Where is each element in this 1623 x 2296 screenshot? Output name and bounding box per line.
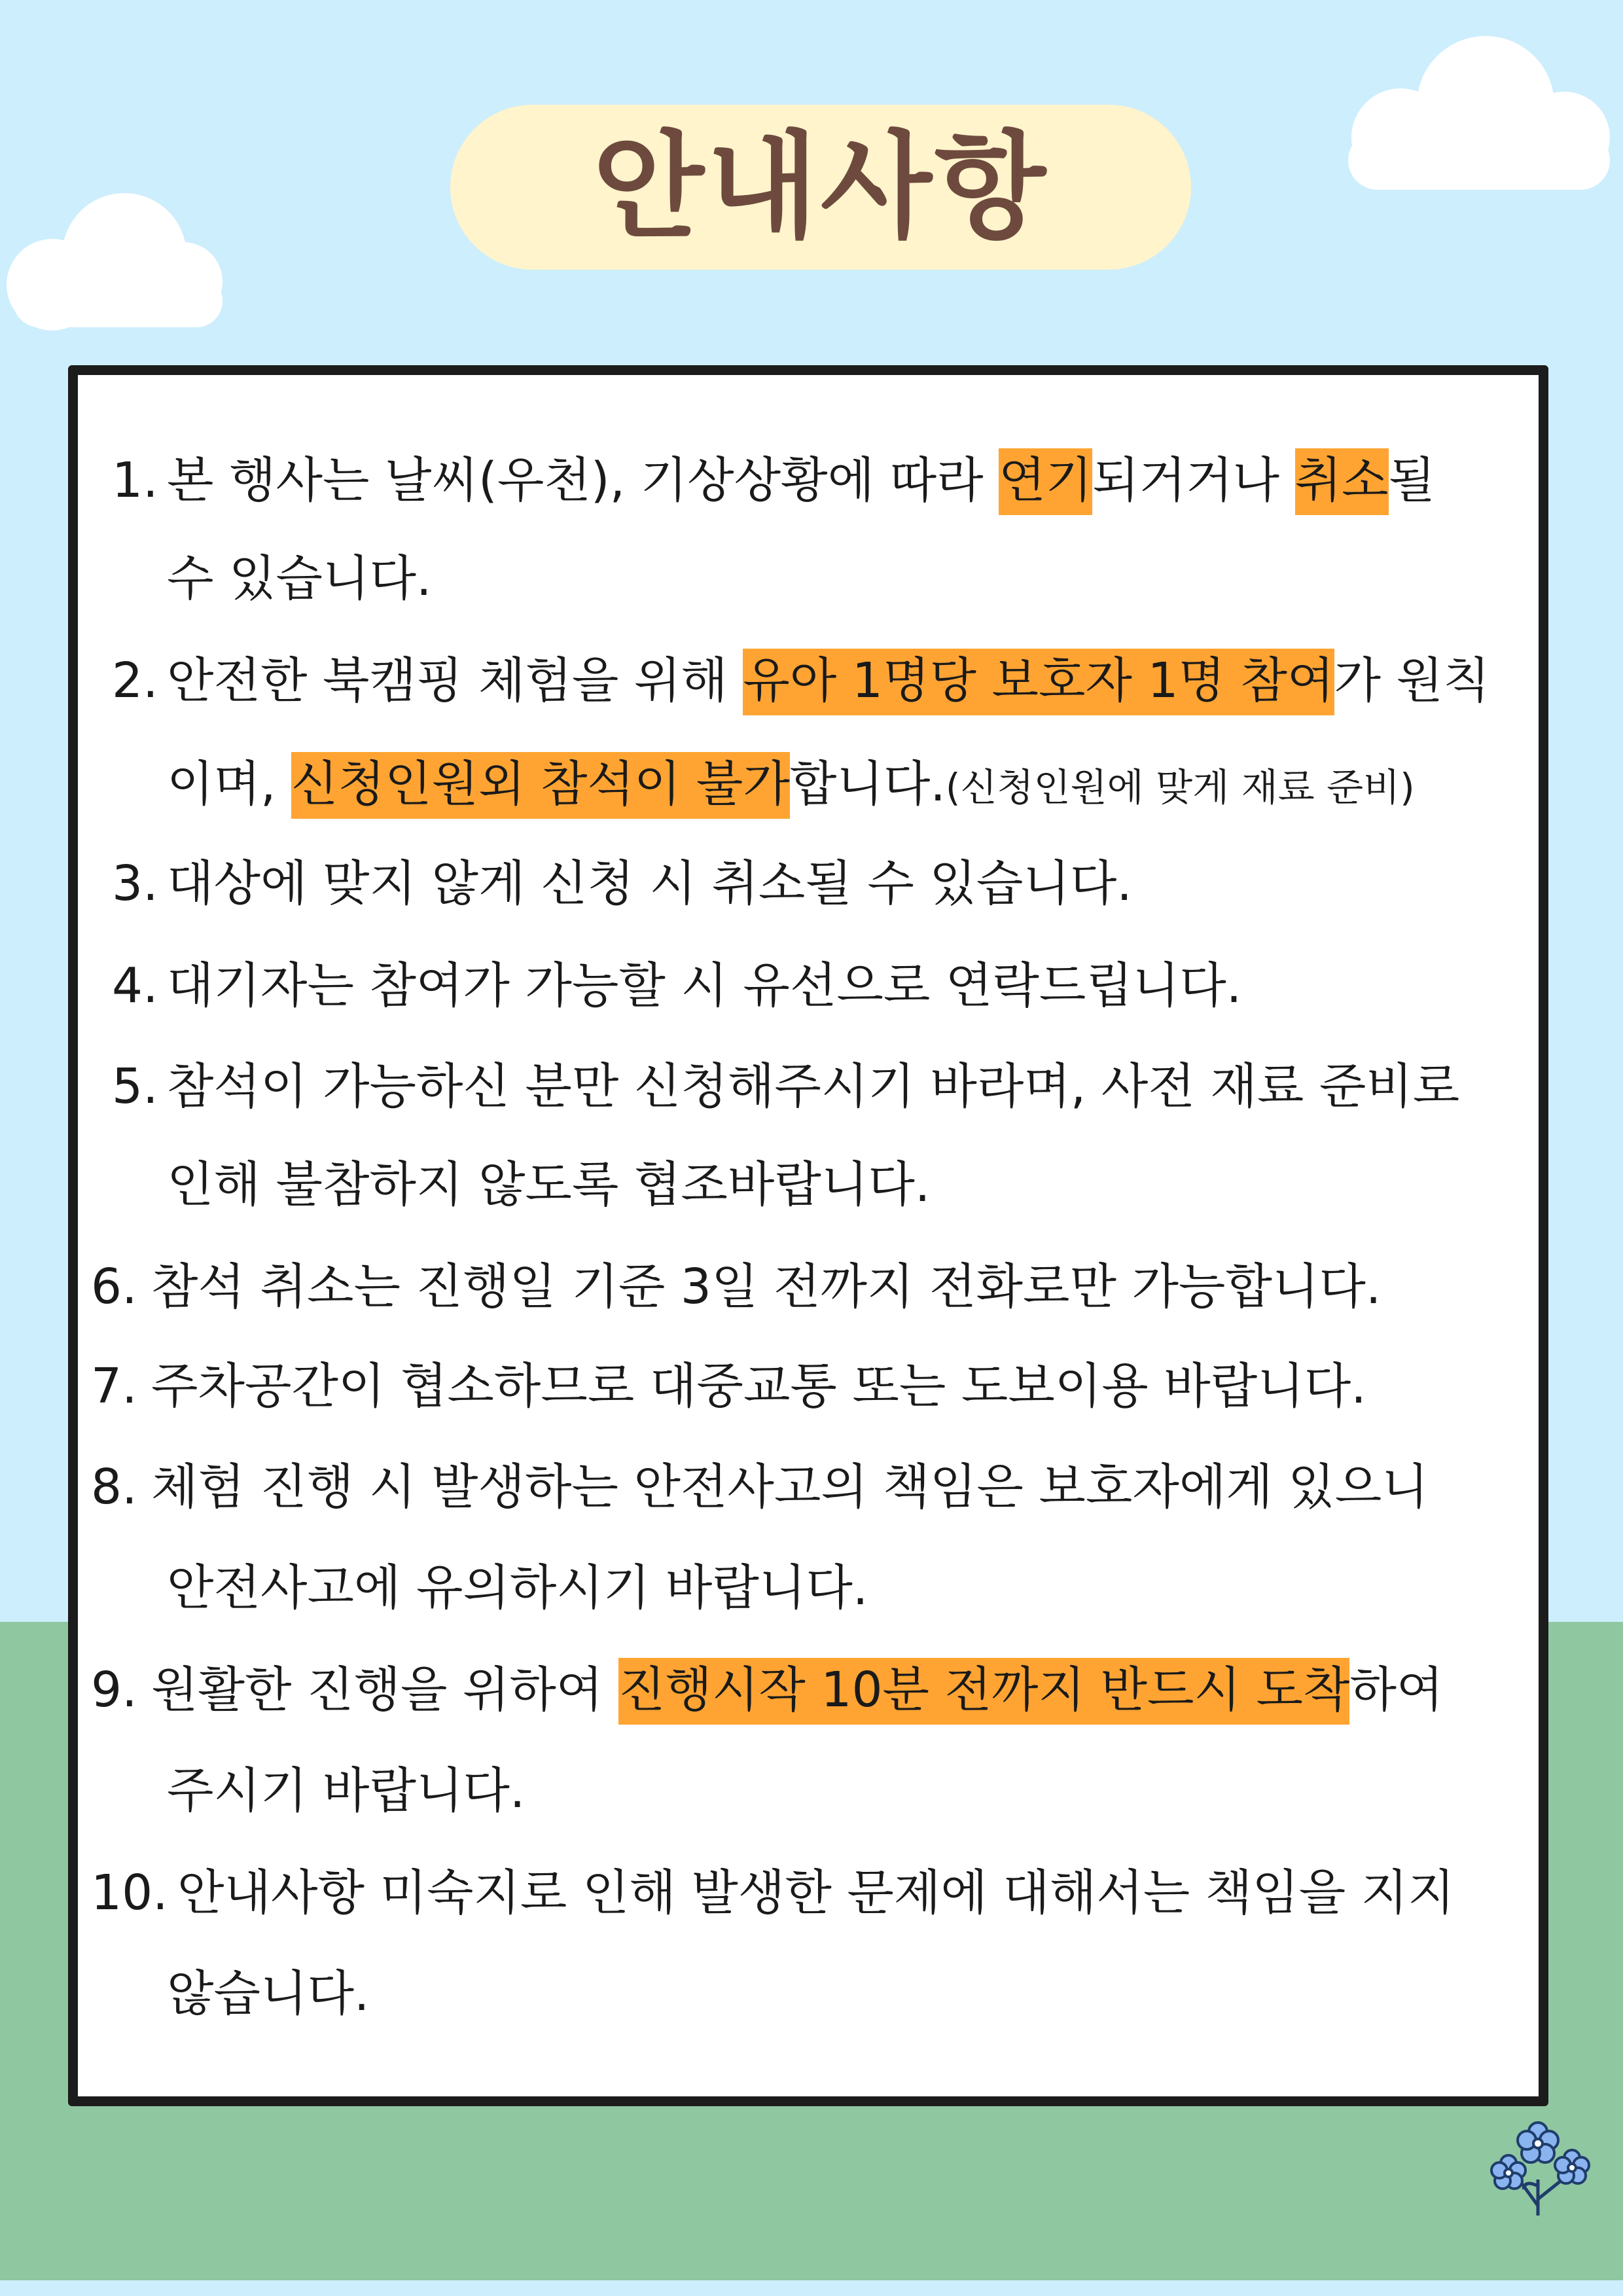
notice-card	[68, 365, 1548, 2106]
flower-icon	[1479, 2108, 1597, 2219]
item-text: 원활한 진행을 위하여	[151, 1662, 618, 1718]
item-line-2: 주시기 바랍니다.	[167, 1763, 526, 1819]
item-line-1: 참석이 가능하신 분만 신청해주시기 바라며, 사전 재료 준비로	[167, 1058, 1460, 1115]
item-line-2: 수 있습니다.	[167, 550, 432, 607]
item-line-1: 체험 진행 시 발생하는 안전사고의 책임은 보호자에게 있으니	[151, 1459, 1429, 1515]
item-text: 가 원칙	[1334, 653, 1490, 709]
item-number: 4.	[112, 958, 158, 1014]
highlight-text: 취소	[1295, 448, 1389, 515]
item-line-2	[167, 756, 1415, 812]
item-text: 참석 취소는 진행일 기준 3일 전까지 전화로만 가능합니다.	[151, 1259, 1382, 1315]
item-line-1	[167, 653, 1490, 709]
item-line-2: 인해 불참하지 않도록 협조바랍니다.	[167, 1157, 931, 1213]
item-line-1	[167, 452, 1436, 509]
item-text: 하여	[1349, 1662, 1444, 1718]
item-line-2: 않습니다.	[167, 1965, 370, 2022]
cloud-left-icon	[0, 177, 249, 334]
item-number: 6.	[91, 1259, 137, 1315]
title-pill	[450, 105, 1191, 270]
item-text: 합니다.	[789, 756, 946, 812]
highlight-text: 신청인원외 참석이 불가	[291, 752, 790, 819]
highlight-text: 유아 1명당 보호자 1명 참여	[743, 649, 1334, 715]
item-text: 대기자는 참여가 가능할 시 유선으로 연락드립니다.	[167, 958, 1242, 1014]
item-number: 7.	[91, 1358, 137, 1414]
item-text: 될	[1388, 452, 1436, 509]
item-note: (신청인원에 맞게 재료 준비)	[945, 765, 1415, 810]
item-number: 1.	[112, 452, 158, 509]
highlight-text: 연기	[999, 448, 1092, 515]
item-text: 주차공간이 협소하므로 대중교통 또는 도보이용 바랍니다.	[151, 1358, 1366, 1414]
item-number: 10.	[91, 1865, 168, 1921]
item-text: 안전한 북캠핑 체험을 위해	[167, 653, 743, 709]
item-line-1: 안내사항 미숙지로 인해 발생한 문제에 대해서는 책임을 지지	[177, 1865, 1455, 1921]
item-number: 8.	[91, 1459, 137, 1515]
bottom-strip	[0, 2280, 1623, 2296]
highlight-text: 진행시작 10분 전까지 반드시 도착	[618, 1658, 1350, 1725]
cloud-right-icon	[1309, 26, 1623, 196]
item-line-2: 안전사고에 유의하시기 바랍니다.	[167, 1560, 868, 1616]
item-text: 되거거나	[1092, 452, 1295, 509]
item-text: 본 행사는 날씨(우천), 기상상황에 따라	[167, 452, 999, 509]
item-number: 2.	[112, 653, 158, 709]
item-line-1	[151, 1662, 1444, 1718]
page-title: 안내사항	[592, 120, 1049, 254]
item-number: 9.	[91, 1662, 137, 1718]
item-text: 이며,	[167, 756, 292, 812]
item-number: 5.	[112, 1058, 158, 1115]
item-number: 3.	[112, 855, 158, 912]
item-text: 대상에 맞지 않게 신청 시 취소될 수 있습니다.	[167, 855, 1132, 912]
